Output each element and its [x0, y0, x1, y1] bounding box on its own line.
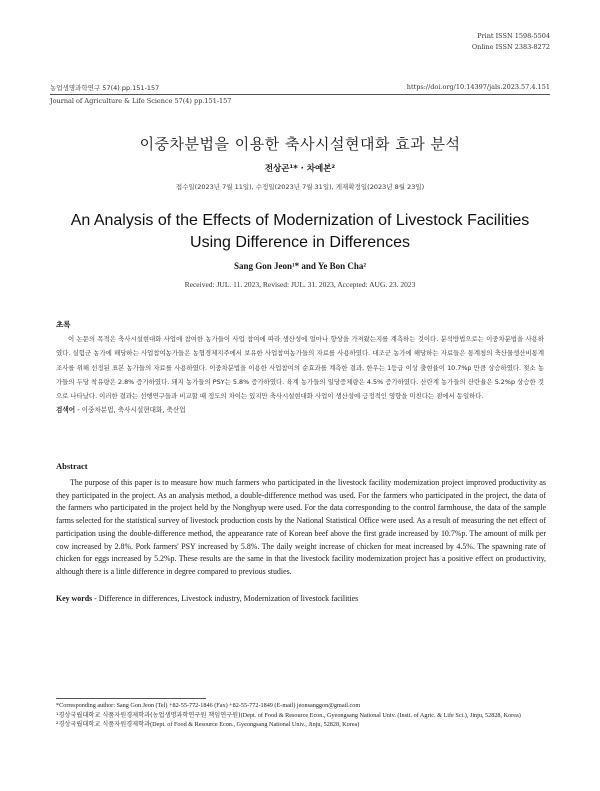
affiliation-1-ko: ¹경상국립대학교 식품자원경제학과(농업생명과학연구원 책임연구원): [56, 711, 241, 719]
footnote-rule: [56, 698, 206, 699]
dates-en: Received: JUL. 11. 2023, Revised: JUL. 31. 2023, Accepted: AUG. 23. 2023: [184, 280, 416, 289]
keywords-en-label: Key words: [56, 594, 93, 603]
title-ko: 이중차분법을 이용한 축사시설현대화 효과 분석: [139, 135, 461, 153]
online-issn: Online ISSN 2383-8272: [471, 43, 550, 51]
keywords-en: [56, 594, 546, 603]
affiliation-1-en: (Dept. of Food & Resource Econ., Gyeongsang National Univ. (Insti. of Agric. & Life Sci.), Jinju, 52828, Korea): [240, 711, 521, 719]
abstract-en-text: The purpose of this paper is to measure how much farmers who participated in the livestock facility modernization project improved productivity as they participated in the project. As an analysis method, a double-difference method was used. For the farmers who participated in the project, the data of the farmers who participated in the project held by the Nonghyup were used. For the data corresponding to the control farmhouse, the data of the sample farms selected for the statistical survey of livestock production costs by the National Statistical Office were used. As a result of measuring the net effect of participation using the double-difference method, the appearance rate of Korean beef above the first grade increased by 10.7%p. The amount of milk per cow increased by 2.8%. Pork farmers' PSY increased by 5.8%. The daily weight increase of chicken for meat increased by 4.5%. The spawning rate of chicken for eggs increased by 5.2%p. These results are the same in that the livestock facility modernization project has a positive effect on productivity, although there is a little difference in degree compared to previous studies.: [56, 478, 546, 576]
header-rule: [50, 94, 550, 95]
title-en: [0, 210, 600, 254]
print-issn: Print ISSN 1598-5504: [477, 32, 550, 40]
keywords-ko: [56, 404, 544, 414]
affiliation-2-en: (Dept. of Food & Resource Econ., Gyeongsang National Univ., Jinju, 52828, Korea): [150, 721, 360, 728]
journal-name-ko: 농업생명과학연구 57(4) pp.151-157: [50, 84, 160, 92]
journal-name-en: Journal of Agriculture & Life Science 57(4) pp.151-157: [50, 97, 232, 105]
authors-en: Sang Gon Jeon¹* and Ye Bon Cha²: [233, 261, 367, 271]
keywords-ko-label: 검색어: [56, 406, 76, 414]
title-en-line1: An Analysis of the Effects of Modernization of Livestock Facilities: [70, 212, 530, 229]
abstract-ko-heading: 초록: [56, 320, 71, 329]
doi-link[interactable]: https://doi.org/10.14397/jals.2023.57.4.151: [406, 83, 550, 91]
dates-ko: 접수일(2023년 7월 11일), 수정일(2023년 7월 31일), 게재확정일(2023년 8월 23일): [175, 183, 425, 191]
title-en-line2: Using Difference in Differences: [190, 234, 410, 251]
authors-ko: 전상곤¹* · 차예본²: [264, 164, 336, 174]
abstract-en-heading: Abstract: [56, 461, 88, 471]
keywords-ko-values: - 이중차분법, 축사시설현대화, 축산업: [75, 406, 186, 414]
affiliation-2: [56, 720, 546, 730]
affiliation-1: [56, 711, 546, 721]
abstract-ko-text: 이 논문의 목적은 축사시설현대화 사업에 참여한 농가들이 사업 참여에 따라 생산성에 얼마나 향상을 가져왔는지를 계측하는 것이다. 분석방법으로는 이중차분법을 사용하였다. 실험군 농가에 해당하는 사업참여농가들은 농협경제지주에서 보유한 사업참여농가들의 자료를 사용하였다. 대조군 농가에 해당하는 자료들은 통계청의 축산물생산비통계 조사를 위해 선정된 표본 농가들의 자료를 사용하였다. 이중차분법을 이용한 사업참여의 순효과를 계측한 결과, 한우는 1등급 이상 출현율이 10.7%p 만큼 상승하였다. 젖소 농가들의 두당 착유량은 2.8% 증가하였다. 돼지 농가들의 PSY는 5.8% 증가하였다. 육계 농가들의 일당증체량은 4.5% 증가하였다. 산란계 농가들의 산란율은 5.2%p 상승한 것으로 나타났다. 이러한 결과는 선행연구들과 비교할 때 정도의 차이는 있지만 축사시설현대화 사업이 생산성에 긍정적인 영향을 미친다는 점에서 동일하다.: [56, 335, 544, 401]
footnotes: [56, 701, 546, 730]
affiliation-2-ko: ²경상국립대학교 식품자원경제학과: [56, 721, 151, 728]
keywords-en-values: - Difference in differences, Livestock industry, Modernization of livestock facilities: [92, 594, 359, 603]
corresponding-author-note: *Corresponding author: Sang Gon Jeon (Tel) +82-55-772-1846 (Fax) +82-55-772-1849 (E-mail) jeonsanggon@gmail.com: [56, 702, 361, 709]
